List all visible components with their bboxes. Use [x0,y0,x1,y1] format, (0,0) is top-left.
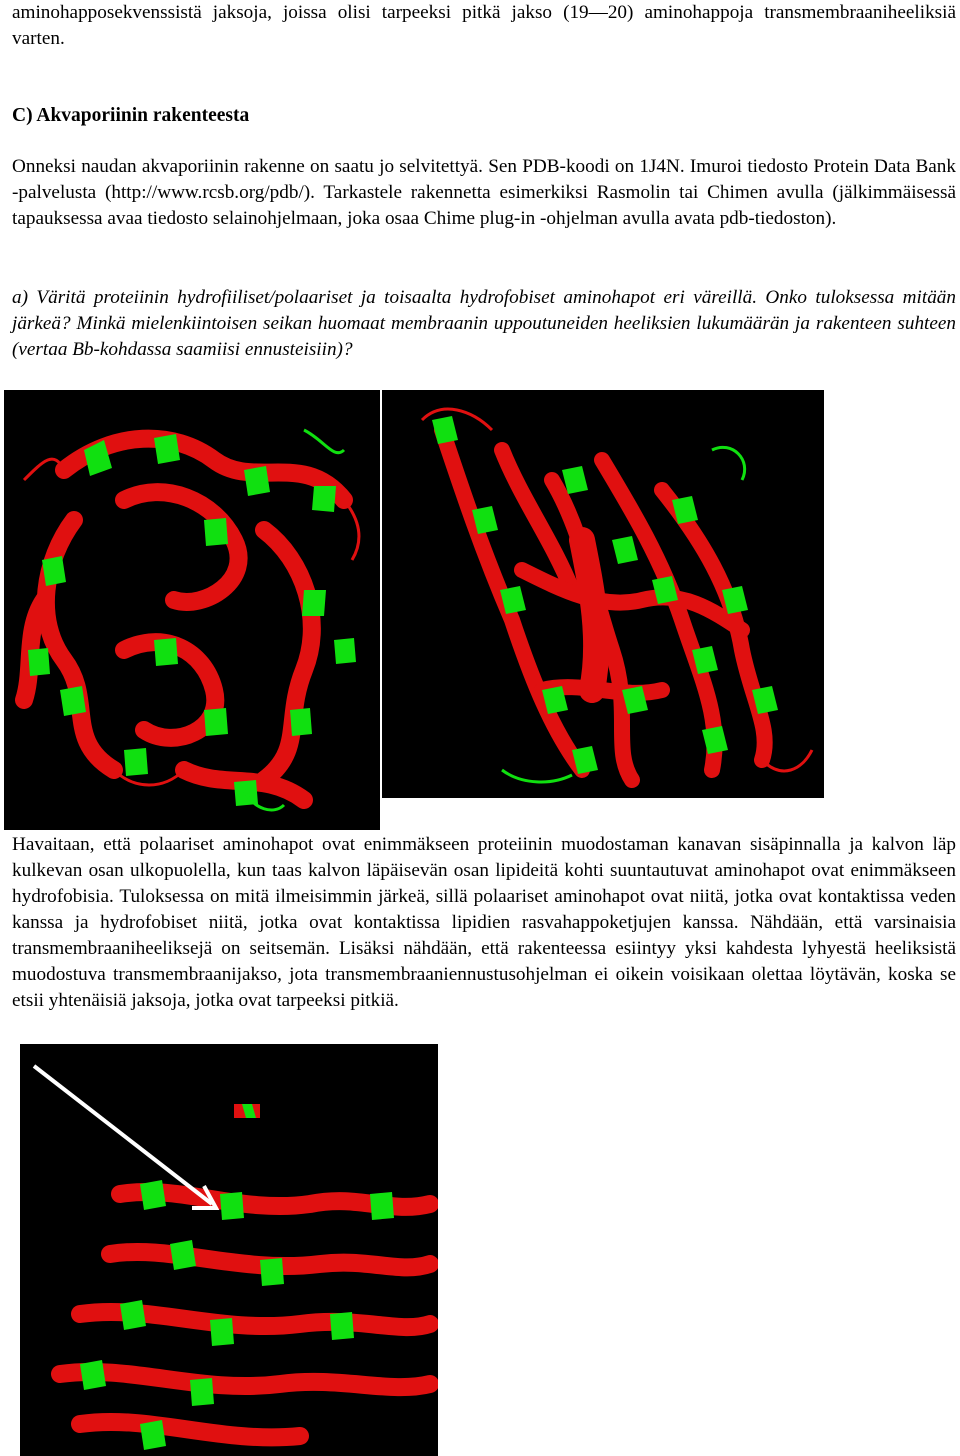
section-heading: C) Akvaporiinin rakenteesta [12,105,250,126]
protein-structure-image-top-view [4,390,380,830]
instruction-paragraph: Onneksi naudan akvaporiinin rakenne on saatu jo selvitettyä. Sen PDB-koodi on 1J4N. Imuroi tiedosto Protein Data Bank -palvelusta (http://www.rcsb.org/pdb/). Tarkastele rakennetta esimerkiksi Rasmolin tai Chimen avulla (jälkimmäisessä tapauksessa avaa tiedosto selainohjelmaan, joka osaa Chime plug-in -ohjelman avulla avata pdb-tiedoston). [12,156,956,229]
protein-structure-image-side-view [382,390,824,798]
answer-paragraph: Havaitaan, että polaariset aminohapot ovat enimmäkseen proteiinin muodostaman kanavan sisäpinnalla ja kalvon läp kulkevan osan ulkopuolella, kun taas kalvon läpäisevän osan lipideitä kohti suuntautuvat aminohapot ovat enimmäkseen hydrofobisia. Tuloksessa on mitä ilmeisimmin järkeä, sillä polaariset aminohapot ovat niitä, jotka ovat kontaktissa veden kanssa ja hydrofobiset niitä, jotka ovat kontaktissa lipidien rasvahappoketjujen kanssa. Nähdään, että varsinaisia transmembraaniheeliksejä on seitsemän. Lisäksi nähdään, että rakenteessa esiintyy yksi kahdesta lyhyestä heeliksistä muodostuva transmembraanijakso, jota transmembraaniennustusohjelman ei oikein voisikaan olettaa löytävän, koska se etsii yhtenäisiä jaksoja, jotka ovat tarpeeksi pitkiä. [12,834,956,1011]
protein-structure-image-transmembrane-segment [20,1044,438,1456]
side-view-ribbon [382,390,824,798]
question-paragraph: a) Väritä proteiinin hydrofiiliset/polaariset ja toisaalta hydrofobiset aminohapot eri väreillä. Onko tuloksessa mitään järkeä? Minkä mielenkiintoisen seikan huomaat membraanin uppoutuneiden heeliksien lukumäärän ja rakenteen suhteen (vertaa Bb-kohdassa saamiisi ennusteisiin)? [12,287,956,360]
segment-ribbon [20,1044,438,1456]
top-view-ribbon [4,390,380,830]
intro-paragraph: aminohapposekvenssistä jaksoja, joissa olisi tarpeeksi pitkä jakso (19—20) aminohappoja transmembraaniheeliksiä varten. [12,2,956,49]
